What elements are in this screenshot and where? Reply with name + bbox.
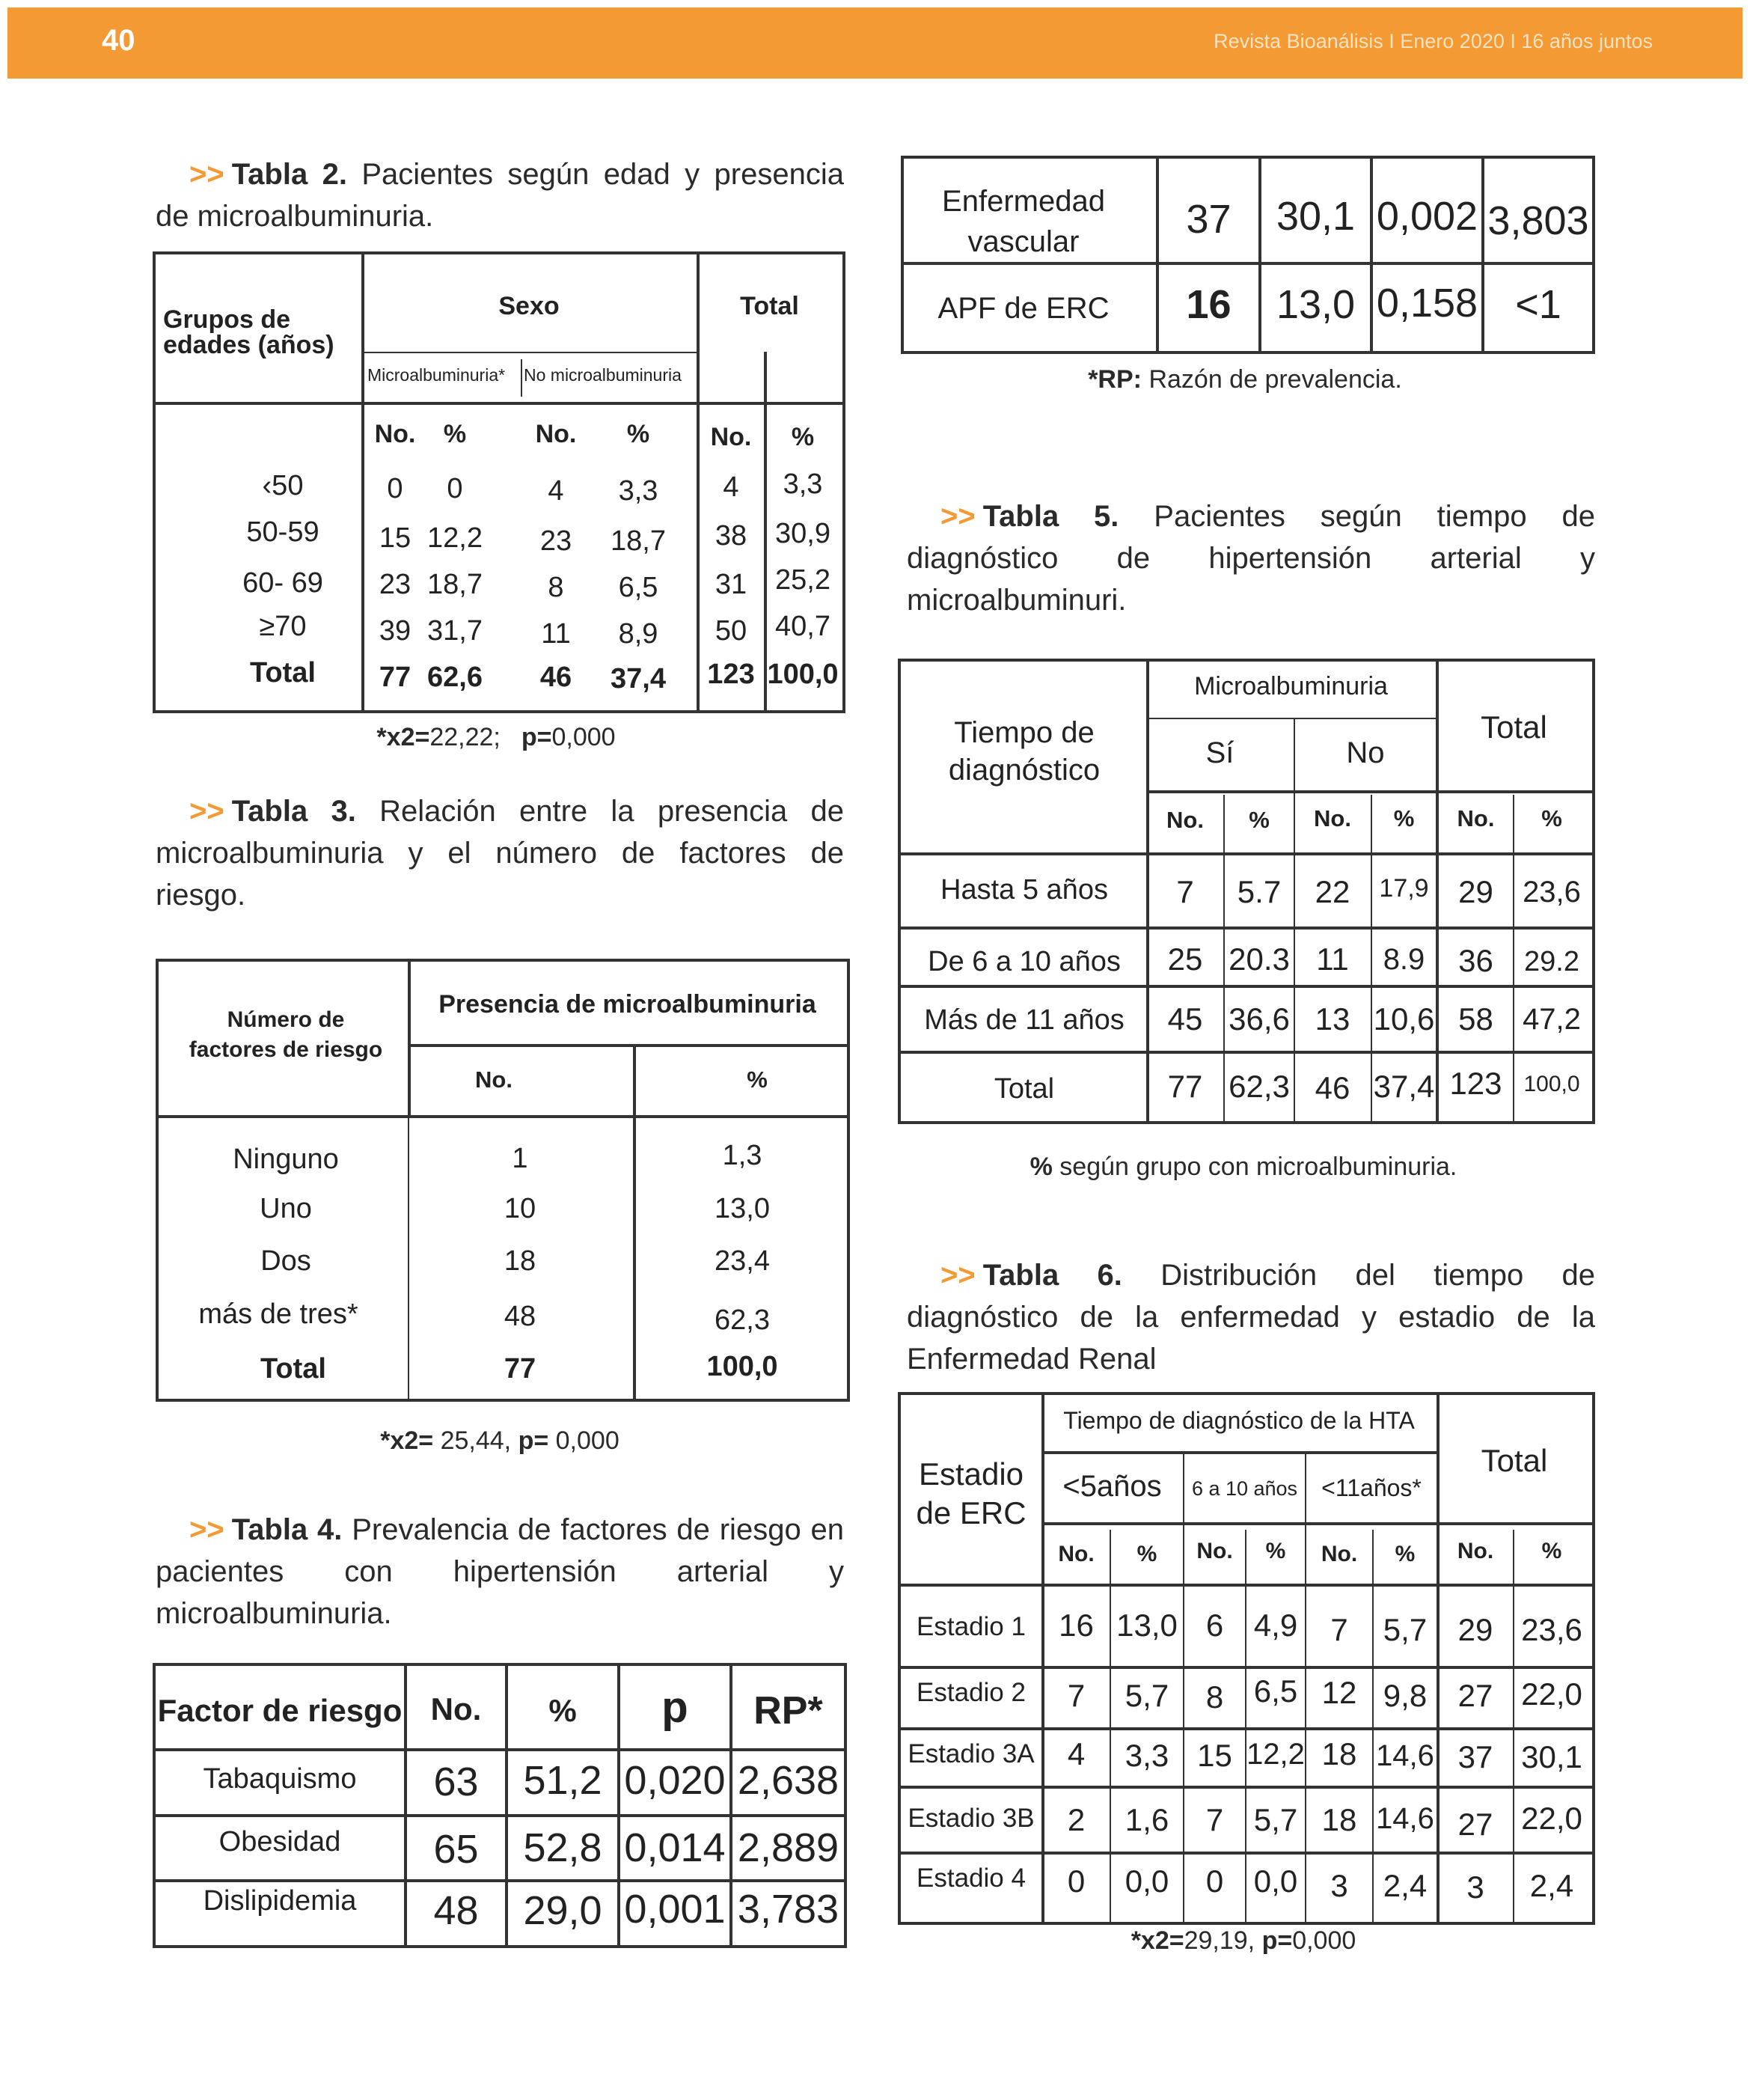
t5-row2-time: Más de 11 años <box>924 1004 1125 1036</box>
t6-h-no3: No. <box>1321 1542 1358 1566</box>
t5-row2-v1: 36,6 <box>1229 1001 1290 1037</box>
t5-row1-v4: 36 <box>1458 943 1493 978</box>
t2-h-no2: No. <box>535 420 577 448</box>
t2-row2-v0: 23 <box>379 569 412 600</box>
t6-row1-v5: 9,8 <box>1383 1678 1428 1713</box>
t6-row0-stage: Estadio 1 <box>917 1612 1026 1641</box>
t6-row2-v7: 30,1 <box>1521 1739 1582 1774</box>
t2-h-no3: No. <box>710 423 752 451</box>
t6-row3-v1: 1,6 <box>1125 1802 1169 1837</box>
arrow-icon: >> <box>189 795 224 828</box>
t5-header-si: Sí <box>1205 736 1235 769</box>
t5-row1-v3: 8.9 <box>1383 943 1425 976</box>
t4-row3-pct: 30,1 <box>1276 194 1356 239</box>
table4-part2 <box>901 156 1595 354</box>
t3-row1-pct: 13,0 <box>715 1193 770 1224</box>
t6-row2-v1: 3,3 <box>1125 1738 1169 1773</box>
t6-row3-stage: Estadio 3B <box>908 1804 1035 1833</box>
t4-row0-p: 0,020 <box>624 1758 726 1803</box>
t6-row0-v5: 5,7 <box>1383 1612 1428 1647</box>
t5-row1-v5: 29.2 <box>1524 946 1579 977</box>
t4-header-pct: % <box>548 1693 577 1728</box>
t5-row0-v0: 7 <box>1176 874 1194 909</box>
t4-header-p: p <box>661 1683 688 1732</box>
t4-row2-pct: 29,0 <box>523 1888 602 1933</box>
t6-h-pct3: % <box>1395 1542 1416 1566</box>
t5-row2-v5: 47,2 <box>1523 1003 1581 1036</box>
table4-part1 <box>153 1663 847 1948</box>
t6-row2-v2: 15 <box>1197 1738 1232 1773</box>
table3-caption <box>156 790 844 916</box>
t5-header-no-micro: No <box>1346 736 1385 769</box>
t2-row2-v2: 8 <box>548 572 564 603</box>
t6-row0-v2: 6 <box>1205 1608 1224 1643</box>
t3-header-presence: Presencia de microalbuminuria <box>438 990 816 1019</box>
t6-header-lt5: <5años <box>1062 1470 1162 1503</box>
t6-row4-v5: 2,4 <box>1383 1868 1428 1903</box>
t4-row2-factor: Dislipidemia <box>203 1885 357 1917</box>
t2-row0-v4: 4 <box>723 471 739 503</box>
t4-row4-pct: 13,0 <box>1276 282 1356 327</box>
t6-row2-v4: 18 <box>1321 1736 1357 1771</box>
t2-row1-v5: 30,9 <box>775 518 830 549</box>
t2-row3-v3: 8,9 <box>618 618 658 650</box>
t2-row0-v2: 4 <box>548 475 564 507</box>
t4-row1-no: 65 <box>433 1827 479 1872</box>
t6-row4-v0: 0 <box>1067 1864 1086 1899</box>
table3-note: *x2= 25,44, p= 0,000 <box>380 1426 619 1455</box>
t4-row4-no: 16 <box>1186 282 1232 327</box>
table2-label: Tabla 2. <box>231 158 347 191</box>
t6-row1-v3: 6,5 <box>1253 1673 1298 1709</box>
t6-row1-v1: 5,7 <box>1125 1678 1169 1713</box>
t4-row1-pct: 52,8 <box>523 1825 602 1870</box>
t5-row0-v5: 23,6 <box>1523 876 1581 909</box>
t5-row3-v3: 37,4 <box>1373 1069 1435 1104</box>
t2-header-micro: Microalbuminuria* <box>367 365 506 385</box>
t3-row2-no: 18 <box>504 1245 536 1277</box>
t2-row4-group: Total <box>250 657 316 689</box>
t6-h-no1: No. <box>1058 1542 1095 1566</box>
table6-caption-text: Distribución del tiempo de diagnóstico de la enfermedad y estadio de la Enfermedad Renal <box>907 1259 1595 1376</box>
t4-row0-no: 63 <box>433 1759 479 1804</box>
t2-row3-v4: 50 <box>715 615 747 647</box>
table4-label: Tabla 4. <box>231 1513 343 1546</box>
t5-h-pct3: % <box>1541 805 1562 831</box>
t4-row4-rp: <1 <box>1515 282 1561 327</box>
t6-header-lt11: <11años* <box>1321 1474 1422 1501</box>
table4-note: *RP: Razón de prevalencia. <box>1088 365 1402 394</box>
arrow-icon: >> <box>940 1259 976 1292</box>
t2-row2-v4: 31 <box>715 569 747 600</box>
t4-row3-no: 37 <box>1186 197 1232 242</box>
t6-row4-v6: 3 <box>1466 1869 1484 1905</box>
t6-row1-stage: Estadio 2 <box>917 1678 1026 1707</box>
t3-row4-no: 77 <box>504 1353 536 1385</box>
t2-row3-v2: 11 <box>541 618 571 650</box>
t6-row1-v2: 8 <box>1205 1679 1224 1715</box>
t5-row0-v2: 22 <box>1315 874 1350 909</box>
publication-title: Revista Bioanálisis I Enero 2020 I 16 años juntos <box>1214 30 1653 52</box>
t3-row4-pct: 100,0 <box>706 1351 778 1382</box>
t4-row1-factor: Obesidad <box>218 1826 341 1858</box>
t2-row4-v4: 123 <box>707 659 755 690</box>
table2-note: *x2=22,22; p=0,000 <box>376 723 616 751</box>
arrow-icon: >> <box>189 158 224 191</box>
t5-h-pct2: % <box>1393 805 1415 831</box>
table5-caption <box>907 495 1595 621</box>
t6-h-no2: No. <box>1196 1539 1233 1563</box>
t3-row1-no: 10 <box>504 1193 536 1224</box>
t4-row2-no: 48 <box>433 1888 479 1933</box>
t5-row0-v4: 29 <box>1458 874 1493 909</box>
t5-row0-v1: 5.7 <box>1237 874 1282 909</box>
t2-h-pct2: % <box>626 420 650 448</box>
t5-row2-v0: 45 <box>1167 1001 1203 1037</box>
table6-caption <box>907 1254 1595 1380</box>
t3-row3-no: 48 <box>504 1301 536 1332</box>
table4-caption <box>156 1509 844 1634</box>
t2-header-group: Grupos de edades (años) <box>163 305 334 359</box>
page-number: 40 <box>102 24 135 57</box>
t6-row0-v6: 29 <box>1457 1612 1493 1647</box>
t6-h-pct4: % <box>1541 1539 1562 1563</box>
t4-row3-factor: Enfermedad vascular <box>942 185 1105 258</box>
t4-row3-p: 0,002 <box>1376 194 1478 239</box>
t6-row3-v4: 18 <box>1321 1802 1357 1837</box>
t2-row0-group: ‹50 <box>262 470 304 501</box>
t2-h-no1: No. <box>374 420 416 448</box>
table2-caption-text: Pacientes según edad y presencia de microalbuminuria. <box>156 158 844 233</box>
table5-note: % según grupo con microalbuminuria. <box>1029 1153 1457 1181</box>
t6-row0-v4: 7 <box>1330 1612 1348 1647</box>
t3-row1-factor: Uno <box>260 1193 312 1224</box>
t6-row0-v0: 16 <box>1059 1608 1094 1643</box>
t3-row0-no: 1 <box>512 1143 528 1174</box>
t2-row1-group: 50-59 <box>246 516 319 548</box>
t3-row3-factor: más de tres* <box>198 1298 358 1330</box>
t2-row2-v5: 25,2 <box>775 564 830 596</box>
t3-h-pct: % <box>747 1066 768 1093</box>
t6-row4-v7: 2,4 <box>1529 1868 1574 1903</box>
t2-row4-v0: 77 <box>379 662 412 693</box>
table6 <box>898 1392 1595 1925</box>
t4-row4-p: 0,158 <box>1376 281 1478 326</box>
t6-row0-v3: 4,9 <box>1253 1608 1298 1643</box>
table5 <box>898 659 1595 1124</box>
t6-row4-stage: Estadio 4 <box>917 1864 1026 1893</box>
t2-header-sexo: Sexo <box>498 292 560 320</box>
t4-row0-pct: 51,2 <box>523 1758 602 1803</box>
t2-h-pct3: % <box>791 423 815 451</box>
t2-row0-v5: 3,3 <box>783 468 823 500</box>
t2-header-nomicro: No microalbuminuria <box>524 365 682 385</box>
t2-row0-v1: 0 <box>447 473 463 504</box>
t6-row3-v6: 27 <box>1457 1807 1493 1842</box>
t2-row2-v1: 18,7 <box>427 569 483 600</box>
t2-row1-v3: 18,7 <box>611 525 666 557</box>
t6-row0-v1: 13,0 <box>1116 1608 1178 1643</box>
t2-row1-v1: 12,2 <box>427 522 483 554</box>
t5-row1-v2: 11 <box>1316 941 1349 977</box>
t3-row4-factor: Total <box>260 1353 326 1385</box>
t2-row1-v2: 23 <box>539 525 572 557</box>
t4-row0-factor: Tabaquismo <box>203 1763 357 1795</box>
table2 <box>153 251 845 713</box>
t6-row4-v2: 0 <box>1205 1864 1224 1899</box>
t5-h-no3: No. <box>1457 805 1495 831</box>
t5-header-time: Tiempo de diagnóstico <box>948 716 1101 787</box>
t6-header-6to10: 6 a 10 años <box>1191 1477 1298 1500</box>
t2-row1-v0: 15 <box>379 522 412 554</box>
t5-row1-v0: 25 <box>1167 941 1203 977</box>
table6-label: Tabla 6. <box>982 1259 1122 1292</box>
t6-row3-v3: 5,7 <box>1253 1802 1298 1837</box>
t2-h-pct1: % <box>443 420 467 448</box>
t2-row3-v5: 40,7 <box>775 611 830 642</box>
table4-caption-text: Prevalencia de factores de riesgo en pacientes con hipertensión arterial y microalbuminuria. <box>156 1513 844 1630</box>
t6-row2-v0: 4 <box>1067 1736 1086 1771</box>
t4-row1-rp: 2,889 <box>737 1825 839 1870</box>
arrow-icon: >> <box>189 1513 224 1546</box>
t6-row3-v5: 14,6 <box>1376 1802 1434 1835</box>
t6-h-pct2: % <box>1265 1539 1286 1563</box>
t5-header-total: Total <box>1481 709 1547 745</box>
t6-row2-v5: 14,6 <box>1376 1739 1434 1772</box>
t6-row4-v3: 0,0 <box>1253 1864 1298 1899</box>
t3-row0-pct: 1,3 <box>722 1140 762 1171</box>
t6-row2-v6: 37 <box>1457 1739 1493 1774</box>
table5-caption-text: Pacientes según tiempo de diagnóstico de hipertensión arterial y microalbuminuri. <box>907 500 1595 617</box>
t6-row1-v7: 22,0 <box>1521 1676 1582 1712</box>
t6-row4-v4: 3 <box>1330 1868 1348 1903</box>
t5-row1-v1: 20.3 <box>1229 941 1290 977</box>
t6-header-stage: Estadio de ERC <box>916 1456 1027 1530</box>
t6-h-pct1: % <box>1136 1542 1157 1566</box>
t6-row2-stage: Estadio 3A <box>908 1739 1035 1768</box>
t2-row4-v1: 62,6 <box>427 662 483 693</box>
t5-header-micro: Microalbuminuria <box>1194 672 1388 700</box>
t5-row3-v5: 100,0 <box>1523 1072 1580 1096</box>
t5-row2-v2: 13 <box>1315 1001 1350 1037</box>
t2-row2-group: 60- 69 <box>242 567 323 599</box>
t5-h-no1: No. <box>1166 807 1204 833</box>
t4-row4-factor: APF de ERC <box>937 292 1110 325</box>
t2-row4-v2: 46 <box>539 662 572 693</box>
t5-row3-v1: 62,3 <box>1229 1069 1290 1104</box>
t4-header-no: No. <box>430 1691 482 1727</box>
t2-row0-v3: 3,3 <box>618 475 658 507</box>
t6-row2-v3: 12,2 <box>1246 1738 1305 1771</box>
t5-row1-time: De 6 a 10 años <box>928 946 1121 977</box>
t5-row2-v3: 10,6 <box>1373 1001 1435 1037</box>
t2-row4-v3: 37,4 <box>611 663 666 695</box>
t2-row0-v0: 0 <box>387 473 403 504</box>
t5-row2-v4: 58 <box>1458 1001 1493 1037</box>
t6-row1-v0: 7 <box>1067 1678 1086 1713</box>
t2-row3-v1: 31,7 <box>427 615 483 647</box>
t4-header-rp: RP* <box>753 1689 823 1733</box>
table6-note: *x2=29,19, p=0,000 <box>1131 1926 1356 1955</box>
t3-row2-factor: Dos <box>260 1245 311 1277</box>
t5-row0-time: Hasta 5 años <box>940 874 1108 906</box>
t6-row3-v0: 2 <box>1067 1802 1086 1837</box>
t6-header-total: Total <box>1481 1443 1548 1478</box>
t5-h-pct1: % <box>1249 807 1270 833</box>
t6-h-no4: No. <box>1457 1539 1494 1563</box>
t4-row0-rp: 2,638 <box>737 1758 839 1803</box>
t2-header-total: Total <box>740 292 799 320</box>
t5-row3-v2: 46 <box>1315 1070 1350 1105</box>
t2-row3-group: ≥70 <box>259 611 307 642</box>
table2-caption <box>156 153 844 237</box>
t4-row1-p: 0,014 <box>624 1825 726 1870</box>
t6-header-time: Tiempo de diagnóstico de la HTA <box>1063 1407 1415 1434</box>
t5-h-no2: No. <box>1314 805 1351 831</box>
t3-h-no: No. <box>475 1066 513 1093</box>
t5-row0-v3: 17,9 <box>1379 874 1429 903</box>
t2-row3-v0: 39 <box>379 615 412 647</box>
t4-row2-rp: 3,783 <box>737 1887 839 1932</box>
arrow-icon: >> <box>940 500 976 533</box>
t3-row2-pct: 23,4 <box>715 1245 770 1277</box>
t6-row0-v7: 23,6 <box>1521 1612 1582 1647</box>
t4-row2-p: 0,001 <box>624 1887 726 1932</box>
t2-row4-v5: 100,0 <box>767 659 839 690</box>
t3-row3-pct: 62,3 <box>715 1304 770 1336</box>
t3-header-factors: Número de factores de riesgo <box>189 1007 383 1062</box>
table5-label: Tabla 5. <box>982 500 1119 533</box>
t2-row1-v4: 38 <box>715 520 747 552</box>
t5-row3-v4: 123 <box>1449 1066 1502 1101</box>
t6-row3-v2: 7 <box>1205 1802 1224 1837</box>
t4-row3-rp: 3,803 <box>1487 198 1589 243</box>
t6-row1-v4: 12 <box>1321 1675 1357 1710</box>
t5-row3-v0: 77 <box>1167 1069 1203 1104</box>
table3 <box>156 959 850 1402</box>
t2-row2-v3: 6,5 <box>618 572 658 603</box>
table3-caption-text: Relación entre la presencia de microalbuminuria y el número de factores de riesgo. <box>156 795 844 912</box>
t6-row3-v7: 22,0 <box>1521 1801 1582 1836</box>
t6-row4-v1: 0,0 <box>1125 1864 1169 1899</box>
t6-row1-v6: 27 <box>1457 1678 1493 1713</box>
t3-row0-factor: Ninguno <box>233 1144 339 1175</box>
t5-row3-time: Total <box>994 1073 1055 1105</box>
table3-label: Tabla 3. <box>231 795 356 828</box>
t4-header-factor: Factor de riesgo <box>157 1693 403 1728</box>
page-header <box>7 7 1743 79</box>
